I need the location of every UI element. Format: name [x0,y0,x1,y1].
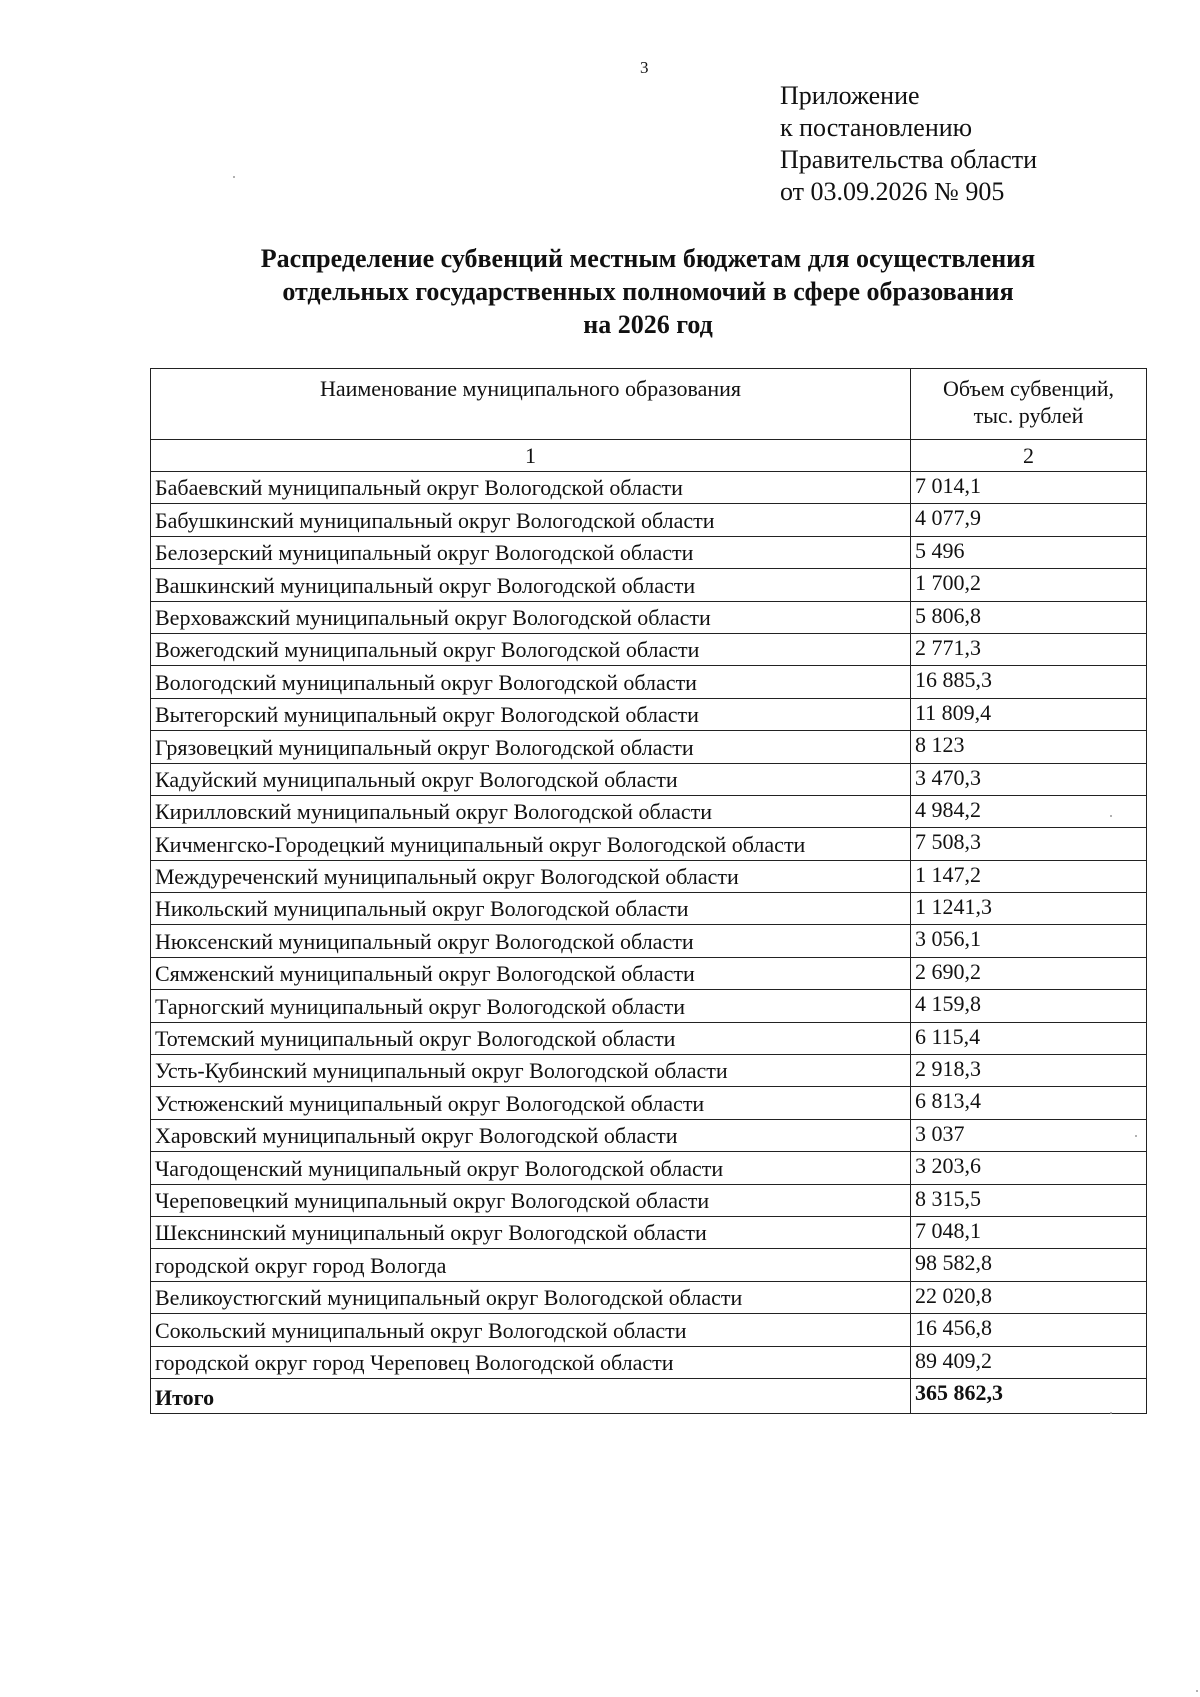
table-row [151,1184,1147,1216]
municipality-name: Шекснинский муниципальный округ Вологодской области [151,1216,911,1248]
table-row [151,795,1147,827]
table-row [151,1314,1147,1346]
table-row [151,504,1147,536]
subvention-amount: 7 014,1 [911,472,1147,504]
table-row [151,536,1147,568]
municipality-name: Усть-Кубинский муниципальный округ Вологодской области [151,1055,911,1087]
municipality-name: Череповецкий муниципальный округ Вологодской области [151,1184,911,1216]
table-row [151,957,1147,989]
header-amount [911,369,1147,440]
table-row [151,925,1147,957]
municipality-name: Бабаевский муниципальный округ Вологодской области [151,472,911,504]
municipality-name: Сямженский муниципальный округ Вологодской области [151,957,911,989]
subvention-amount: 3 470,3 [911,763,1147,795]
table-row [151,731,1147,763]
table-row [151,763,1147,795]
subvention-amount: 5 806,8 [911,601,1147,633]
municipality-name: Кичменгско-Городецкий муниципальный округ Вологодской области [151,828,911,860]
subvention-amount: 4 077,9 [911,504,1147,536]
scan-speck [233,176,235,178]
title-line-1: Распределение субвенций местным бюджетам для осуществления [260,244,1036,273]
subvention-amount: 98 582,8 [911,1249,1147,1281]
subventions-table [150,368,1147,1414]
subvention-amount: 2 771,3 [911,633,1147,665]
total-amount: 365 862,3 [911,1378,1147,1413]
subvention-amount: 6 115,4 [911,1022,1147,1054]
municipality-name: городской округ город Череповец Вологодской области [151,1346,911,1378]
subvention-amount: 89 409,2 [911,1346,1147,1378]
subvention-amount: 5 496 [911,536,1147,568]
municipality-name: Сокольский муниципальный округ Вологодской области [151,1314,911,1346]
appendix-line-1: Приложение [780,81,920,110]
table-row [151,472,1147,504]
subvention-amount: 6 813,4 [911,1087,1147,1119]
document-title [150,242,1146,341]
table-row [151,1346,1147,1378]
column-number-row [151,440,1147,472]
municipality-name: Великоустюгский муниципальный округ Вологодской области [151,1281,911,1313]
municipality-name: Тарногский муниципальный округ Вологодской области [151,990,911,1022]
table-row [151,1152,1147,1184]
municipality-name: Вашкинский муниципальный округ Вологодской области [151,569,911,601]
table-row [151,1249,1147,1281]
column-number-2: 2 [911,440,1147,472]
scan-speck [1110,1412,1112,1414]
subvention-amount: 3 056,1 [911,925,1147,957]
table-row [151,893,1147,925]
municipality-name: Устюженский муниципальный округ Вологодской области [151,1087,911,1119]
table-row [151,633,1147,665]
table-row [151,1055,1147,1087]
column-number-1: 1 [151,440,911,472]
subvention-amount: 7 508,3 [911,828,1147,860]
municipality-name: Белозерский муниципальный округ Вологодской области [151,536,911,568]
subvention-amount: 2 690,2 [911,957,1147,989]
appendix-line-2: к постановлению [780,113,973,142]
municipality-name: Вологодский муниципальный округ Вологодской области [151,666,911,698]
table-row [151,666,1147,698]
table-row [151,990,1147,1022]
municipality-name: Нюксенский муниципальный округ Вологодской области [151,925,911,957]
subvention-amount: 2 918,3 [911,1055,1147,1087]
subvention-amount: 11 809,4 [911,698,1147,730]
subvention-amount: 16 456,8 [911,1314,1147,1346]
municipality-name: Грязовецкий муниципальный округ Вологодской области [151,731,911,763]
appendix-line-4: от 03.09.2026 № 905 [780,177,1005,206]
table-header-row [151,369,1147,440]
subvention-amount: 8 315,5 [911,1184,1147,1216]
subvention-amount: 1 147,2 [911,860,1147,892]
appendix-header [780,80,1037,208]
subvention-amount: 4 159,8 [911,990,1147,1022]
subvention-amount: 4 984,2 [911,795,1147,827]
table-row [151,601,1147,633]
subvention-amount: 1 700,2 [911,569,1147,601]
table-row [151,1087,1147,1119]
header-municipality: Наименование муниципального образования [151,369,911,440]
title-line-2: отдельных государственных полномочий в сфере образования [282,277,1014,306]
subvention-amount: 3 203,6 [911,1152,1147,1184]
municipality-name: Никольский муниципальный округ Вологодской области [151,893,911,925]
total-row [151,1378,1147,1413]
table-row [151,1216,1147,1248]
municipality-name: Чагодощенский муниципальный округ Вологодской области [151,1152,911,1184]
municipality-name: Вытегорский муниципальный округ Вологодской области [151,698,911,730]
table-row [151,1119,1147,1151]
table-row [151,569,1147,601]
total-label: Итого [151,1378,911,1413]
subvention-amount: 16 885,3 [911,666,1147,698]
appendix-line-3: Правительства области [780,145,1038,174]
table-row [151,1281,1147,1313]
municipality-name: Вожегодский муниципальный округ Вологодской области [151,633,911,665]
table-row [151,1022,1147,1054]
scan-speck [1110,815,1112,817]
municipality-name: Харовский муниципальный округ Вологодской области [151,1119,911,1151]
table-row [151,860,1147,892]
table-row [151,828,1147,860]
municipality-name: городской округ город Вологда [151,1249,911,1281]
scan-speck [1135,1135,1137,1137]
municipality-name: Тотемский муниципальный округ Вологодской области [151,1022,911,1054]
table-row [151,698,1147,730]
page-number: 3 [640,58,649,77]
scan-speck [1196,1690,1198,1692]
header-amount-line-1: Объем субвенций, [942,376,1115,401]
subvention-amount: 22 020,8 [911,1281,1147,1313]
municipality-name: Бабушкинский муниципальный округ Вологодской области [151,504,911,536]
subvention-amount: 3 037 [911,1119,1147,1151]
municipality-name: Кадуйский муниципальный округ Вологодской области [151,763,911,795]
municipality-name: Кирилловский муниципальный округ Вологодской области [151,795,911,827]
subvention-amount: 1 1241,3 [911,893,1147,925]
subvention-amount: 7 048,1 [911,1216,1147,1248]
municipality-name: Междуреченский муниципальный округ Вологодской области [151,860,911,892]
subvention-amount: 8 123 [911,731,1147,763]
title-line-3: на 2026 год [583,310,713,339]
municipality-name: Верховажский муниципальный округ Вологодской области [151,601,911,633]
header-amount-line-2: тыс. рублей [973,403,1084,428]
